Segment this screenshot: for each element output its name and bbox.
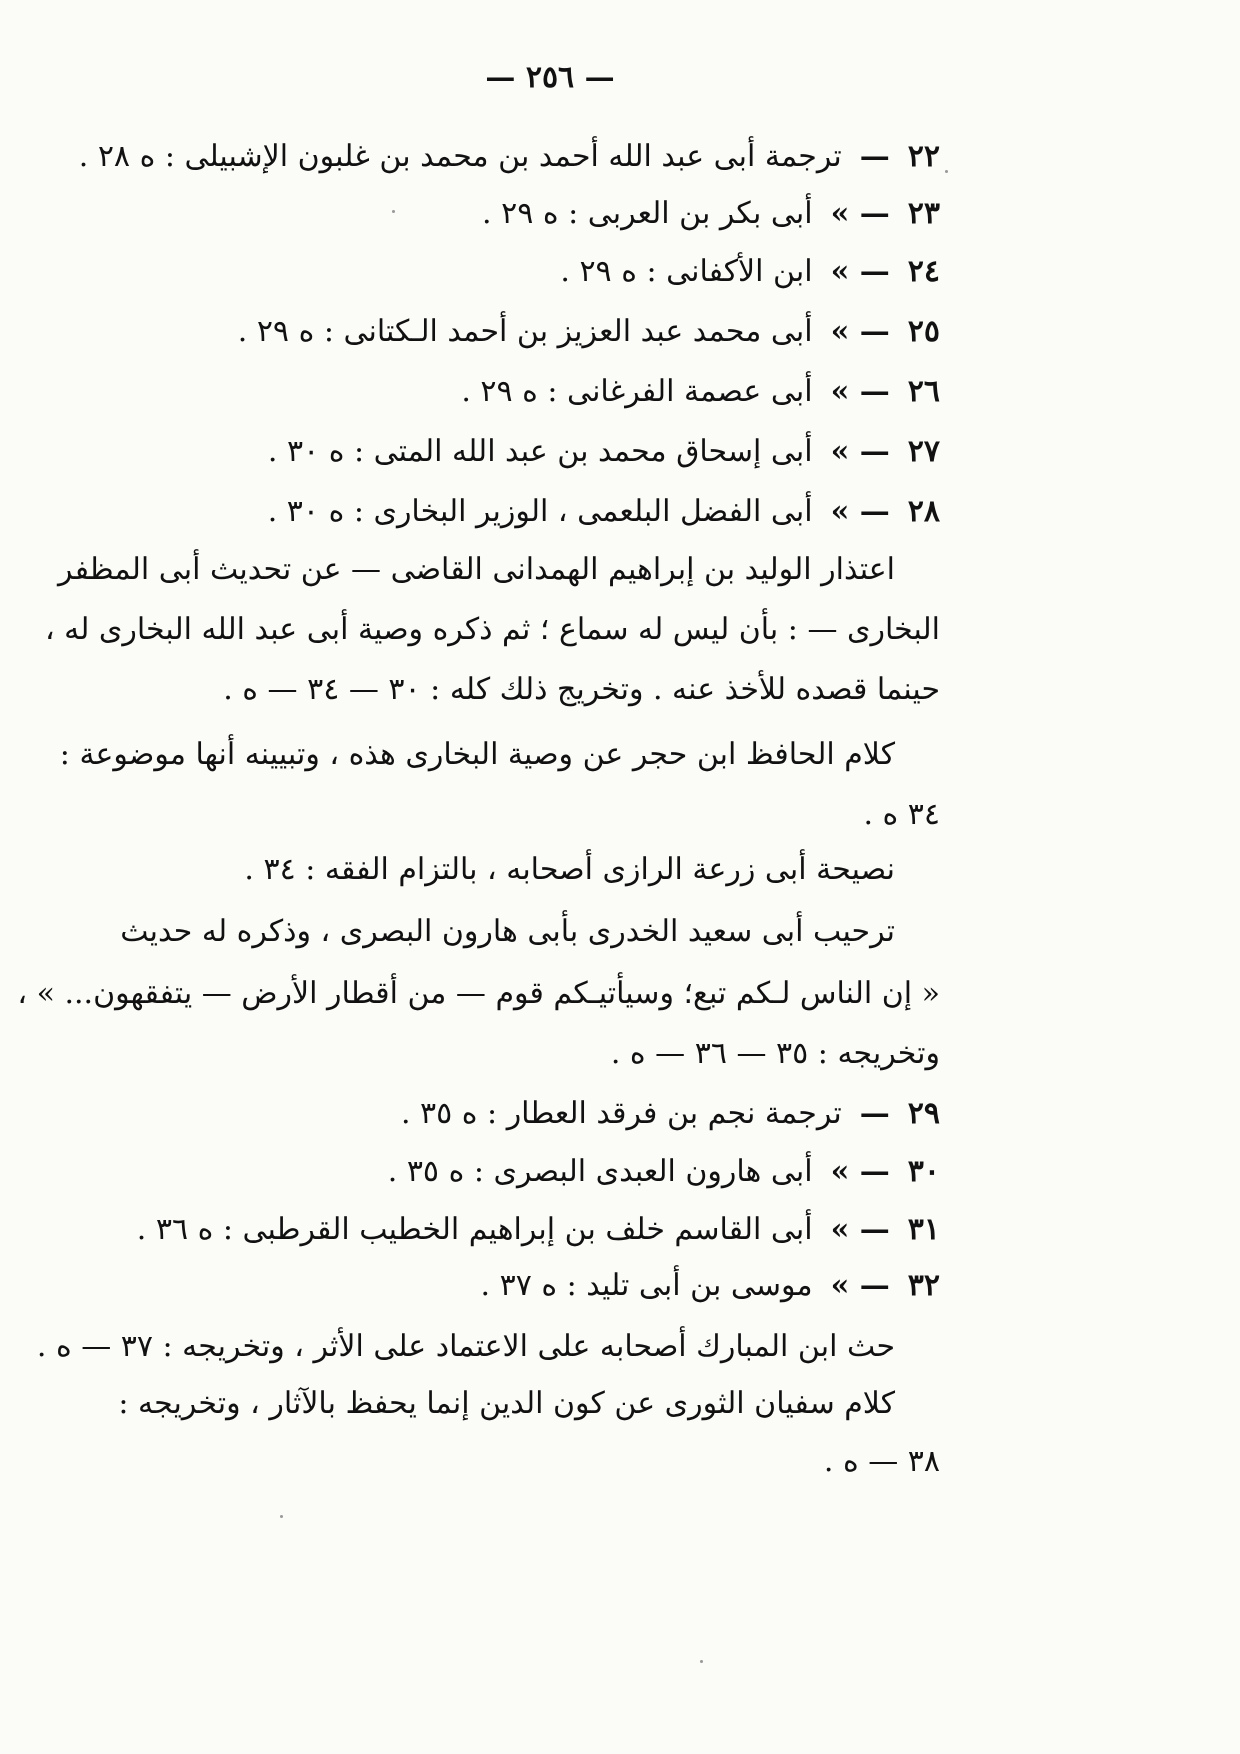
- entry-dash: — »: [830, 254, 890, 289]
- list-item: [268, 430, 940, 474]
- paragraph-line: ٣٤ ه .: [863, 797, 940, 832]
- paragraph-line: « إن الناس لـكم تبع؛ وسيأتيـكم قوم — من أقطار الأرض — يتفقهون... » ،: [17, 976, 940, 1011]
- paragraph-line: حث ابن المبارك أصحابه على الاعتماد على الأثر ، وتخريجه : ٣٧ — ه .: [36, 1329, 895, 1364]
- entry-number: ٣٢: [907, 1268, 940, 1303]
- entry-dash: —: [859, 139, 890, 174]
- entry-dash: — »: [830, 1212, 890, 1247]
- paragraph-line: حينما قصده للأخذ عنه . وتخريج ذلك كله : ٣٠ — ٣٤ — ه .: [223, 672, 940, 707]
- entry-number: ٣١: [907, 1212, 940, 1247]
- entry-text: أبى الفضل البلعمى ، الوزير البخارى : ه ٣٠ .: [267, 494, 813, 529]
- paragraph-line: كلام الحافظ ابن حجر عن وصية البخارى هذه ، وتبيينه أنها موضوعة :: [59, 737, 895, 772]
- list-item: [401, 1092, 940, 1136]
- paragraph-line: ترحيب أبى سعيد الخدرى بأبى هارون البصرى ، وذكره له حديث: [120, 914, 895, 949]
- list-item: [481, 1264, 940, 1308]
- list-item: [79, 135, 940, 179]
- list-item: [388, 1150, 940, 1194]
- list-item: [137, 1208, 940, 1252]
- entry-dash: — »: [830, 1268, 890, 1303]
- entry-text: أبى القاسم خلف بن إبراهيم الخطيب القرطبى : ه ٣٦ .: [136, 1212, 813, 1247]
- entry-text: أبى محمد عبد العزيز بن أحمد الـكتانى : ه ٢٩ .: [237, 314, 813, 349]
- list-item: [560, 250, 940, 294]
- paragraph-line: كلام سفيان الثورى عن كون الدين إنما يحفظ بالآثار ، وتخريجه :: [118, 1386, 895, 1421]
- entry-number: ٢٨: [907, 494, 940, 529]
- paragraph-line: اعتذار الوليد بن إبراهيم الهمدانى القاضى — عن تحديث أبى المظفر: [58, 552, 895, 587]
- scan-speck: [945, 170, 948, 173]
- entry-number: ٣٠: [907, 1154, 940, 1189]
- entry-text: ابن الأكفانى : ه ٢٩ .: [560, 254, 813, 289]
- paragraph-line: نصيحة أبى زرعة الرازى أصحابه ، بالتزام الفقه : ٣٤ .: [244, 852, 895, 887]
- entry-number: ٢٩: [907, 1096, 940, 1131]
- entry-dash: — »: [830, 494, 890, 529]
- entry-number: ٢٥: [907, 314, 940, 349]
- entry-number: ٢٢: [907, 139, 940, 174]
- entry-text: أبى إسحاق محمد بن عبد الله المتى : ه ٣٠ .: [267, 434, 813, 469]
- entry-text: أبى هارون العبدى البصرى : ه ٣٥ .: [387, 1154, 813, 1189]
- entry-dash: — »: [830, 434, 890, 469]
- scan-speck: [700, 1660, 703, 1663]
- scan-speck: [392, 210, 395, 213]
- entry-dash: — »: [830, 314, 890, 349]
- entry-dash: —: [859, 1096, 890, 1131]
- entry-number: ٢٦: [907, 374, 940, 409]
- entry-text: أبى بكر بن العربى : ه ٢٩ .: [482, 196, 813, 231]
- paragraph-line: البخارى — : بأن ليس له سماع ؛ ثم ذكره وصية أبى عبد الله البخارى له ،: [44, 612, 940, 647]
- entry-number: ٢٤: [907, 254, 940, 289]
- entry-dash: — »: [830, 1154, 890, 1189]
- list-item: [238, 310, 940, 354]
- list-item: [268, 490, 940, 534]
- page-number: — ٢٥٦ —: [485, 60, 615, 95]
- paragraph-line: وتخريجه : ٣٥ — ٣٦ — ه .: [610, 1036, 940, 1071]
- paragraph-line: ٣٨ — ه .: [823, 1444, 940, 1479]
- list-item: [461, 370, 940, 414]
- scan-speck: [280, 1515, 283, 1518]
- entry-text: ترجمة نجم بن فرقد العطار : ه ٣٥ .: [400, 1096, 842, 1131]
- entry-number: ٢٣: [907, 196, 940, 231]
- entry-number: ٢٧: [907, 434, 940, 469]
- list-item: [482, 192, 940, 236]
- entry-text: ترجمة أبى عبد الله أحمد بن محمد بن غلبون الإشبيلى : ه ٢٨ .: [78, 139, 842, 174]
- entry-dash: — »: [830, 196, 890, 231]
- entry-dash: — »: [830, 374, 890, 409]
- entry-text: أبى عصمة الفرغانى : ه ٢٩ .: [461, 374, 813, 409]
- entry-text: موسى بن أبى تليد : ه ٣٧ .: [480, 1268, 813, 1303]
